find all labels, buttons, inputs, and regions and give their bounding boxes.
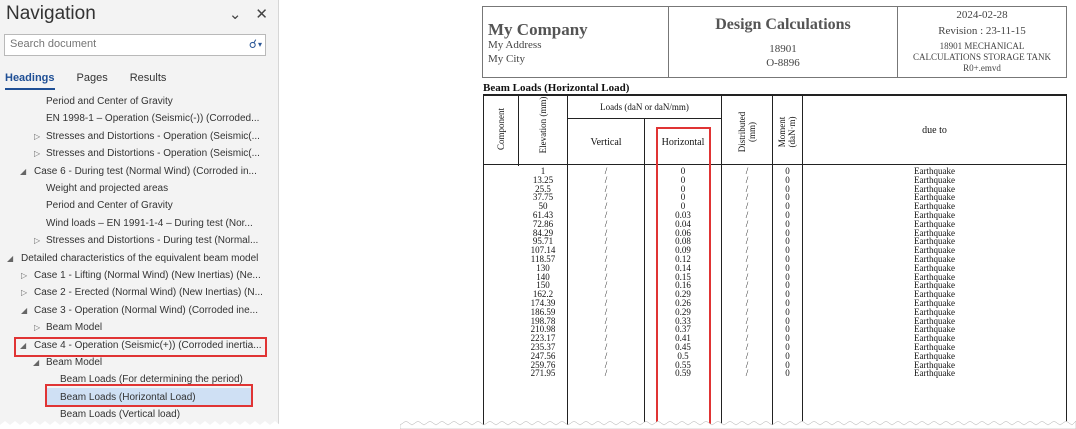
horizontal-cell: 0.29 xyxy=(675,306,691,317)
moment-cell: 0 xyxy=(785,174,790,185)
due-to-cell: Earthquake xyxy=(914,368,955,379)
vertical-cell: / xyxy=(604,209,608,220)
tree-item[interactable]: Stresses and Distortions - Operation (Seismic(... xyxy=(46,148,260,160)
vertical-cell: / xyxy=(604,359,608,370)
due-to-cell: Earthquake xyxy=(914,174,955,185)
expand-arrow-icon[interactable]: ▷ xyxy=(21,288,28,298)
horizontal-cell: 0.16 xyxy=(675,280,691,291)
moment-cell: 0 xyxy=(785,324,790,335)
elevation-cell: 13.25 xyxy=(532,174,554,185)
vertical-cell: / xyxy=(604,183,608,194)
horizontal-cell: 0.14 xyxy=(675,262,691,273)
vertical-cell: / xyxy=(604,192,608,203)
search-box[interactable] xyxy=(4,34,266,56)
horizontal-cell: 0.03 xyxy=(675,209,691,220)
elevation-cell: 37.75 xyxy=(532,192,554,203)
header-info-cell xyxy=(897,6,1067,78)
horizontal-cell: 0 xyxy=(680,174,686,185)
vertical-column xyxy=(568,167,644,378)
elevation-cell: 61.43 xyxy=(532,209,554,220)
horizontal-cell: 0.26 xyxy=(675,297,691,308)
horizontal-cell: 0.09 xyxy=(675,245,691,256)
moment-cell: 0 xyxy=(785,218,790,229)
torn-edge-left xyxy=(0,421,400,429)
tree-item[interactable]: Case 1 - Lifting (Normal Wind) (New Inertias) (Ne... xyxy=(34,270,261,281)
distributed-cell: / xyxy=(745,359,749,370)
due-to-cell: Earthquake xyxy=(914,201,955,212)
tree-item[interactable]: Case 6 - During test (Normal Wind) (Corroded in... xyxy=(34,165,257,177)
elevation-cell: 95.71 xyxy=(532,236,554,247)
moment-cell: 0 xyxy=(785,183,790,194)
vertical-cell: / xyxy=(604,297,608,308)
tree-item[interactable]: Beam Loads (Horizontal Load) xyxy=(60,391,196,403)
due-to-cell: Earthquake xyxy=(914,192,955,203)
due-to-column xyxy=(803,167,1066,378)
tab-pages[interactable]: Pages xyxy=(76,72,108,84)
elevation-header-label: Elevation (mm) xyxy=(538,96,548,154)
elevation-cell: 198.78 xyxy=(530,315,556,326)
horizontal-cell: 0.37 xyxy=(675,324,691,335)
due-to-cell: Earthquake xyxy=(914,209,955,220)
moment-cell: 0 xyxy=(785,368,790,379)
distributed-cell: / xyxy=(745,262,749,273)
due-to-cell: Earthquake xyxy=(914,315,955,326)
horizontal-cell: 0.29 xyxy=(675,289,691,300)
tree-item[interactable]: Wind loads – EN 1991-1-4 – During test (Nor... xyxy=(46,217,253,229)
due-to-cell: Earthquake xyxy=(914,227,955,238)
document-date: 2024-02-28 xyxy=(956,9,1008,21)
vertical-cell: / xyxy=(604,166,608,176)
horizontal-cell: 0 xyxy=(680,192,686,203)
distributed-cell: / xyxy=(745,166,749,176)
horizontal-cell: 0.04 xyxy=(675,218,691,229)
horizontal-cell: 0.12 xyxy=(675,253,691,264)
due-to-header: due to xyxy=(922,125,947,136)
horizontal-cell: 0 xyxy=(680,183,686,194)
vertical-cell: / xyxy=(604,262,608,273)
distributed-cell: / xyxy=(745,289,749,300)
vertical-cell: / xyxy=(604,289,608,300)
elevation-cell: 271.95 xyxy=(530,368,556,379)
search-input[interactable] xyxy=(10,38,230,50)
document-code: 18901 xyxy=(769,43,797,55)
due-to-cell: Earthquake xyxy=(914,166,955,176)
elevation-cell: 210.98 xyxy=(530,324,556,335)
company-name: My Company xyxy=(488,20,588,39)
moment-cell: 0 xyxy=(785,280,790,291)
elevation-cell: 140 xyxy=(536,271,550,282)
vertical-cell: / xyxy=(604,218,608,229)
expand-arrow-icon[interactable]: ▷ xyxy=(34,149,41,159)
horizontal-cell: 0.15 xyxy=(675,271,691,282)
loads-header: Loads (daN or daN/mm) xyxy=(600,102,689,112)
header-company-cell xyxy=(482,6,669,78)
distributed-cell: / xyxy=(745,201,749,212)
collapse-arrow-icon[interactable]: ◢ xyxy=(21,305,28,315)
due-to-cell: Earthquake xyxy=(914,262,955,273)
vertical-cell: / xyxy=(604,201,608,212)
distributed-cell: / xyxy=(745,306,749,317)
due-to-cell: Earthquake xyxy=(914,218,955,229)
horizontal-header: Horizontal xyxy=(661,137,705,148)
distributed-cell: / xyxy=(745,341,749,352)
vertical-cell: / xyxy=(604,315,608,326)
expand-arrow-icon[interactable]: ▷ xyxy=(34,323,41,333)
elevation-cell: 1 xyxy=(540,166,546,176)
vertical-cell: / xyxy=(604,245,608,256)
tree-item[interactable]: Detailed characteristics of the equivalent beam model xyxy=(21,252,259,264)
tree-item[interactable]: Stresses and Distortions - Operation (Seismic(... xyxy=(46,130,260,142)
elevation-cell: 150 xyxy=(536,280,550,291)
elevation-cell: 25.5 xyxy=(535,183,551,194)
elevation-cell: 118.57 xyxy=(530,253,556,264)
moment-cell: 0 xyxy=(785,333,790,344)
moment-cell: 0 xyxy=(785,262,790,273)
vertical-cell: / xyxy=(604,271,608,282)
elevation-cell: 235.37 xyxy=(530,341,556,352)
distributed-cell: / xyxy=(745,245,749,256)
due-to-cell: Earthquake xyxy=(914,333,955,344)
horizontal-cell: 0.41 xyxy=(675,333,691,344)
moment-cell: 0 xyxy=(785,166,790,176)
moment-cell: 0 xyxy=(785,201,790,212)
elevation-cell: 259.76 xyxy=(530,359,556,370)
moment-column xyxy=(773,167,802,378)
vertical-cell: / xyxy=(604,280,608,291)
expand-arrow-icon[interactable]: ▷ xyxy=(34,236,41,246)
collapse-arrow-icon[interactable]: ◢ xyxy=(7,253,14,263)
moment-cell: 0 xyxy=(785,227,790,238)
tree-item[interactable]: Beam Loads (For determining the period) xyxy=(60,374,243,386)
distributed-cell: / xyxy=(745,297,749,308)
moment-cell: 0 xyxy=(785,245,790,256)
due-to-cell: Earthquake xyxy=(914,236,955,247)
tree-item[interactable]: Weight and projected areas xyxy=(46,183,169,194)
tree-item[interactable]: Beam Model xyxy=(46,322,103,334)
collapse-arrow-icon[interactable]: ◢ xyxy=(20,340,27,350)
tree-item[interactable]: Beam Loads (Vertical load) xyxy=(60,409,181,421)
distributed-cell: / xyxy=(745,192,749,203)
table-header-rule xyxy=(483,164,1067,165)
distributed-cell: / xyxy=(745,333,749,344)
tree-item[interactable]: Case 4 - Operation (Seismic(+)) (Corroded inertia... xyxy=(34,339,262,351)
moment-cell: 0 xyxy=(785,341,790,352)
case-4-highlight xyxy=(14,337,267,357)
document-revision: Revision : 23-11-15 xyxy=(938,25,1026,37)
distributed-cell: / xyxy=(745,253,749,264)
elevation-cell: 130 xyxy=(536,262,550,273)
elevation-cell: 247.56 xyxy=(530,350,556,361)
due-to-cell: Earthquake xyxy=(914,253,955,264)
elevation-cell: 84.29 xyxy=(532,227,554,238)
moment-cell: 0 xyxy=(785,350,790,361)
distributed-header xyxy=(737,102,757,162)
table-top-rule xyxy=(483,94,1067,96)
table-border-right xyxy=(1066,94,1067,429)
elevation-column xyxy=(519,167,567,378)
horizontal-cell: 0 xyxy=(680,201,686,212)
distributed-column xyxy=(722,167,772,378)
table-border-col1 xyxy=(518,94,519,166)
due-to-cell: Earthquake xyxy=(914,297,955,308)
distributed-cell: / xyxy=(745,209,749,220)
project-name: 18901 MECHANICAL xyxy=(939,41,1025,51)
navigation-pane xyxy=(0,0,279,429)
distributed-cell: / xyxy=(745,368,749,379)
collapse-arrow-icon[interactable]: ◢ xyxy=(20,166,27,176)
moment-cell: 0 xyxy=(785,306,790,317)
vertical-cell: / xyxy=(604,253,608,264)
expand-arrow-icon[interactable]: ▷ xyxy=(34,131,41,141)
expand-arrow-icon[interactable]: ▷ xyxy=(21,271,28,280)
horizontal-cell: 0 xyxy=(680,166,686,176)
distributed-cell: / xyxy=(745,350,749,361)
horizontal-cell: 0.59 xyxy=(675,368,691,379)
moment-cell: 0 xyxy=(785,297,790,308)
moment-cell: 0 xyxy=(785,271,790,282)
due-to-cell: Earthquake xyxy=(914,289,955,300)
distributed-cell: / xyxy=(745,236,749,247)
due-to-cell: Earthquake xyxy=(914,350,955,361)
distributed-cell: / xyxy=(745,218,749,229)
horizontal-column-highlight xyxy=(656,127,711,429)
project-name-2: CALCULATIONS STORAGE TANK xyxy=(913,52,1051,62)
vertical-cell: / xyxy=(604,341,608,352)
due-to-cell: Earthquake xyxy=(914,245,955,256)
elevation-cell: 72.86 xyxy=(532,218,554,229)
vertical-cell: / xyxy=(604,333,608,344)
company-address: My Address xyxy=(488,39,542,51)
distributed-cell: / xyxy=(745,174,749,185)
tree-item[interactable]: Period and Center of Gravity xyxy=(46,96,173,107)
elevation-cell: 174.39 xyxy=(530,297,556,308)
elevation-cell: 162.2 xyxy=(532,289,554,300)
vertical-cell: / xyxy=(604,236,608,247)
tab-headings[interactable]: Headings xyxy=(5,72,55,84)
elevation-cell: 223.17 xyxy=(530,333,556,344)
moment-cell: 0 xyxy=(785,236,790,247)
document-code-2: O-8896 xyxy=(766,57,800,69)
horizontal-cell: 0.5 xyxy=(677,350,689,361)
tree-item[interactable]: EN 1998-1 – Operation (Seismic(-)) (Corroded... xyxy=(46,113,260,125)
moment-cell: 0 xyxy=(785,253,790,264)
tree-item[interactable]: Beam Model xyxy=(46,357,103,368)
table-border-left xyxy=(483,94,484,429)
distributed-header-label: Distributed (mm) xyxy=(737,111,757,153)
moment-cell: 0 xyxy=(785,315,790,326)
chevron-down-icon[interactable]: ⌄ xyxy=(228,6,242,23)
tree-item[interactable]: Case 2 - Erected (Normal Wind) (New Inertias) (N... xyxy=(34,287,263,299)
horizontal-cell: 0.06 xyxy=(675,227,691,238)
distributed-cell: / xyxy=(745,315,749,326)
distributed-cell: / xyxy=(745,227,749,238)
distributed-cell: / xyxy=(745,324,749,335)
moment-cell: 0 xyxy=(785,192,790,203)
due-to-cell: Earthquake xyxy=(914,271,955,282)
section-title: Beam Loads (Horizontal Load) xyxy=(483,82,630,94)
collapse-arrow-icon[interactable]: ◢ xyxy=(33,358,40,367)
file-name: R0+.emvd xyxy=(963,63,1001,73)
search-icon[interactable]: ☌ xyxy=(248,37,257,51)
horizontal-cell: 0.55 xyxy=(675,359,691,370)
horizontal-load-highlight xyxy=(45,384,253,407)
tab-results[interactable]: Results xyxy=(129,72,167,84)
due-to-cell: Earthquake xyxy=(914,183,955,194)
vertical-cell: / xyxy=(604,324,608,335)
document-title: Design Calculations xyxy=(715,16,851,33)
close-icon[interactable]: ✕ xyxy=(255,6,268,23)
distributed-cell: / xyxy=(745,271,749,282)
horizontal-cell: 0.45 xyxy=(675,341,691,352)
moment-cell: 0 xyxy=(785,359,790,370)
elevation-header xyxy=(538,95,548,155)
elevation-cell: 50 xyxy=(538,201,548,212)
tree-item[interactable]: Stresses and Distortions - During test (Normal... xyxy=(46,235,259,247)
vertical-cell: / xyxy=(604,350,608,361)
moment-header xyxy=(777,102,797,162)
moment-cell: 0 xyxy=(785,289,790,300)
chevron-down-icon[interactable]: ▾ xyxy=(257,39,262,49)
elevation-cell: 186.59 xyxy=(530,306,556,317)
vertical-cell: / xyxy=(604,306,608,317)
moment-header-label: Moment (daN·m) xyxy=(777,116,797,148)
vertical-header: Vertical xyxy=(590,137,622,148)
distributed-cell: / xyxy=(745,280,749,291)
vertical-cell: / xyxy=(604,174,608,185)
due-to-cell: Earthquake xyxy=(914,280,955,291)
navigation-title: Navigation xyxy=(6,3,96,24)
vertical-cell: / xyxy=(604,227,608,238)
header-title-cell xyxy=(668,6,898,78)
moment-cell: 0 xyxy=(785,209,790,220)
vertical-cell: / xyxy=(604,368,608,379)
horizontal-cell: 0.08 xyxy=(675,236,691,247)
document-page xyxy=(400,0,1076,429)
tree-item[interactable]: Period and Center of Gravity xyxy=(46,200,173,212)
due-to-cell: Earthquake xyxy=(914,359,955,370)
due-to-cell: Earthquake xyxy=(914,341,955,352)
due-to-cell: Earthquake xyxy=(914,324,955,335)
distributed-cell: / xyxy=(745,183,749,194)
torn-edge-right xyxy=(400,421,1076,429)
component-header: Component xyxy=(496,108,506,150)
company-city: My City xyxy=(488,53,525,65)
elevation-cell: 107.14 xyxy=(530,245,556,256)
horizontal-cell: 0.33 xyxy=(675,315,691,326)
due-to-cell: Earthquake xyxy=(914,306,955,317)
tree-item[interactable]: Case 3 - Operation (Normal Wind) (Corroded ine... xyxy=(34,304,258,316)
